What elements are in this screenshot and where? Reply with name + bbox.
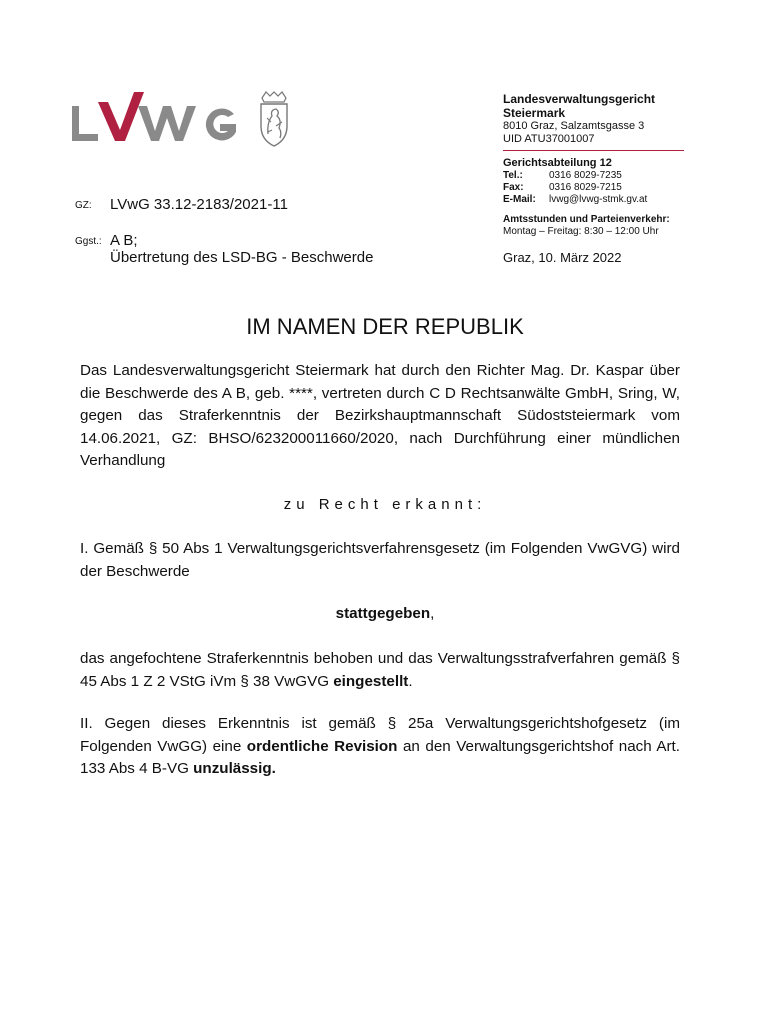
logo-letter-l bbox=[72, 106, 98, 141]
court-name-line2: Steiermark bbox=[503, 106, 566, 120]
point-1b-bold: eingestellt bbox=[333, 672, 409, 690]
point-2-text: II. Gegen dieses Erkenntnis ist gemäß § 25a Verwaltungsgerichtshofgesetz (im Folgenden VwGG) eine bbox=[80, 715, 680, 755]
header-divider bbox=[503, 150, 684, 151]
point-2-bold-inadmissible: unzulässig. bbox=[193, 760, 276, 777]
email-label: E-Mail: bbox=[503, 194, 536, 205]
point-1b-paragraph bbox=[80, 648, 680, 693]
office-hours-title: Amtsstunden und Parteienverkehr: bbox=[503, 214, 670, 225]
department: Gerichtsabteilung 12 bbox=[503, 157, 612, 169]
point-1b-end: . bbox=[408, 672, 413, 690]
gz-value: LVwG 33.12-2183/2021-11 bbox=[110, 196, 288, 213]
fax-label: Fax: bbox=[503, 182, 524, 193]
point-2-middle: an den Verwaltungsgerichtshof nach Art. 133 Abs 4 B-VG bbox=[80, 737, 680, 777]
point-1b-text: das angefochtene Straferkenntnis behoben und das Verwaltungsstrafverfahren gemäß § 45 Abs 1 Z 2 VStG iVm § 38 VwGVG bbox=[80, 650, 680, 690]
logo-letter-w bbox=[138, 106, 196, 141]
verdict-heading: zu Recht erkannt: bbox=[283, 496, 487, 513]
gz-label: GZ: bbox=[75, 200, 92, 211]
point-2-paragraph bbox=[80, 713, 680, 781]
court-name-line1: Landesverwaltungsgericht bbox=[503, 92, 656, 106]
document-date: Graz, 10. März 2022 bbox=[503, 250, 622, 265]
ggst-line1: A B; bbox=[110, 232, 138, 249]
logo-letter-g bbox=[206, 108, 236, 140]
email-value[interactable]: lvwg@lvwg-stmk.gv.at bbox=[549, 194, 648, 205]
office-hours-value: Montag – Freitag: 8:30 – 12:00 Uhr bbox=[503, 226, 659, 237]
intro-paragraph: Das Landesverwaltungsgericht Steiermark hat durch den Richter Mag. Dr. Kaspar über die Beschwerde des A B, geb. ****, vertreten durch C D Rechtsanwälte GmbH, Sring, W, gegen das Straferkenntnis der Bezirkshauptmannschaft Südoststeiermark vom 14.06.2021, GZ: BHSO/623200011660/2020, nach Durchführung einer mündlichen Verhandlung bbox=[80, 362, 680, 469]
tel-label: Tel.: bbox=[503, 170, 523, 181]
court-name bbox=[503, 92, 703, 120]
lvwg-logo bbox=[68, 88, 288, 150]
granted-suffix: , bbox=[430, 605, 435, 622]
ggst-label: Ggst.: bbox=[75, 236, 102, 247]
document-title: IM NAMEN DER REPUBLIK bbox=[246, 314, 524, 339]
logo-letter-v bbox=[98, 92, 144, 141]
tel-value: 0316 8029-7235 bbox=[549, 170, 622, 181]
court-street: 8010 Graz, Salzamtsgasse 3 bbox=[503, 120, 645, 132]
point-1-paragraph: I. Gemäß § 50 Abs 1 Verwaltungsgerichtsverfahrensgesetz (im Folgenden VwGVG) wird der Beschwerde bbox=[80, 540, 680, 580]
court-uid: UID ATU37001007 bbox=[503, 133, 595, 145]
ggst-value bbox=[110, 232, 373, 266]
contact-block bbox=[503, 170, 647, 206]
point-2-bold-revision: ordentliche Revision bbox=[246, 737, 398, 755]
ggst-line2: Übertretung des LSD-BG - Beschwerde bbox=[110, 249, 374, 266]
granted-line bbox=[0, 605, 770, 622]
fax-value: 0316 8029-7215 bbox=[549, 182, 622, 193]
court-address bbox=[503, 120, 703, 146]
styrian-coat-of-arms-icon bbox=[261, 92, 287, 146]
granted-word: stattgegeben bbox=[335, 605, 431, 622]
